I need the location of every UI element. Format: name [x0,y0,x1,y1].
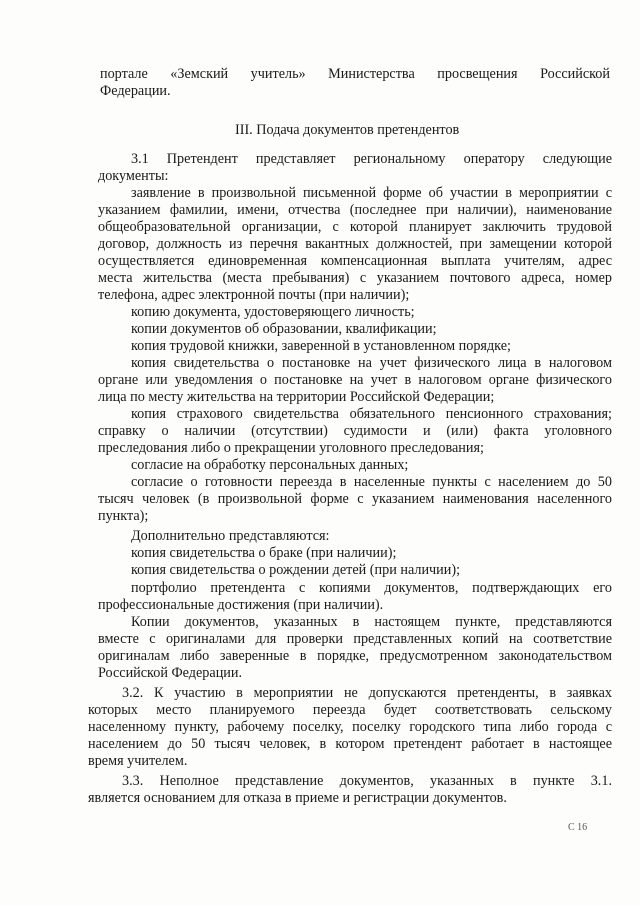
body-line-18: преследования либо о прекращении уголовного преследования; [98,440,484,456]
body-line-5: общеобразовательной организации, с которой планирует заключить трудовой [98,219,612,235]
page-mark: С 16 [568,822,588,833]
body-line-20: согласие о готовности переезда в населенные пункты с населением до 50 [131,474,612,490]
body-line-13: копия свидетельства о постановке на учет физического лица в налоговом [131,355,612,371]
body-line-38: является основанием для отказа в приеме и регистрации документов. [88,790,507,806]
intro-line-1: портале «Земский учитель» Министерства просвещения Российской [100,66,610,82]
body-line-7: осуществляется единовременная компенсационная выплата учителям, адрес [98,253,612,269]
body-line-36: время учителем. [88,753,188,769]
body-line-16: копия страхового свидетельства обязательного пенсионного страхования; [131,406,612,422]
body-line-19: согласие на обработку персональных данных; [131,457,409,473]
body-line-37: 3.3. Неполное представление документов, указанных в пункте 3.1. [122,773,612,789]
body-line-26: портфолио претендента с копиями документов, подтверждающих его [131,580,612,596]
body-line-22: пункта); [98,508,149,524]
intro-line-2: Федерации. [100,83,171,99]
body-line-30: оригиналам либо заверенные в порядке, предусмотренном законодательством [98,648,612,664]
body-line-28: Копии документов, указанных в настоящем пункте, представляются [131,614,612,630]
body-line-31: Российской Федерации. [98,665,243,681]
body-line-12: копия трудовой книжки, заверенной в установленном порядке; [131,338,511,354]
body-line-2: документы: [98,168,169,184]
body-line-6: договор, должность из перечня вакантных должностей, при замещении которой [98,236,612,252]
body-line-29: вместе с оригиналами для проверки представленных копий на соответствие [98,631,612,647]
body-line-24: копия свидетельства о браке (при наличии); [131,545,397,561]
body-line-34: населенному пункту, рабочему поселку, поселку городского типа либо города с [88,719,612,735]
body-line-23: Дополнительно представляются: [131,528,330,544]
body-line-32: 3.2. К участию в мероприятии не допускаются претенденты, в заявках [122,685,612,701]
body-line-17: справку о наличии (отсутствии) судимости и (или) факта уголовного [98,423,612,439]
body-line-21: тысяч человек (в произвольной форме с указанием наименования населенного [98,491,612,507]
body-line-27: профессиональные достижения (при наличии). [98,597,384,613]
body-line-33: которых место планируемого переезда будет соответствовать сельскому [88,702,612,718]
body-line-9: телефона, адрес электронной почты (при наличии); [98,287,410,303]
body-line-1: 3.1 Претендент представляет региональному оператору следующие [131,151,612,167]
body-line-10: копию документа, удостоверяющего личность; [131,304,415,320]
body-line-35: населением до 50 тысяч человек, в котором претендент работает в настоящее [88,736,612,752]
body-line-15: лица по месту жительства на территории Российской Федерации; [98,389,495,405]
body-line-8: места жительства (места пребывания) с указанием почтового адреса, номер [98,270,612,286]
body-line-11: копии документов об образовании, квалификации; [131,321,437,337]
body-line-3: заявление в произвольной письменной форме об участии в мероприятии с [131,185,612,201]
body-line-4: указанием фамилии, имени, отчества (последнее при наличии), наименование [98,202,612,218]
body-line-25: копия свидетельства о рождении детей (при наличии); [131,562,461,578]
body-line-14: органе или уведомления о постановке на учет в налоговом органе физического [98,372,612,388]
section-heading: III. Подача документов претендентов [235,122,460,138]
